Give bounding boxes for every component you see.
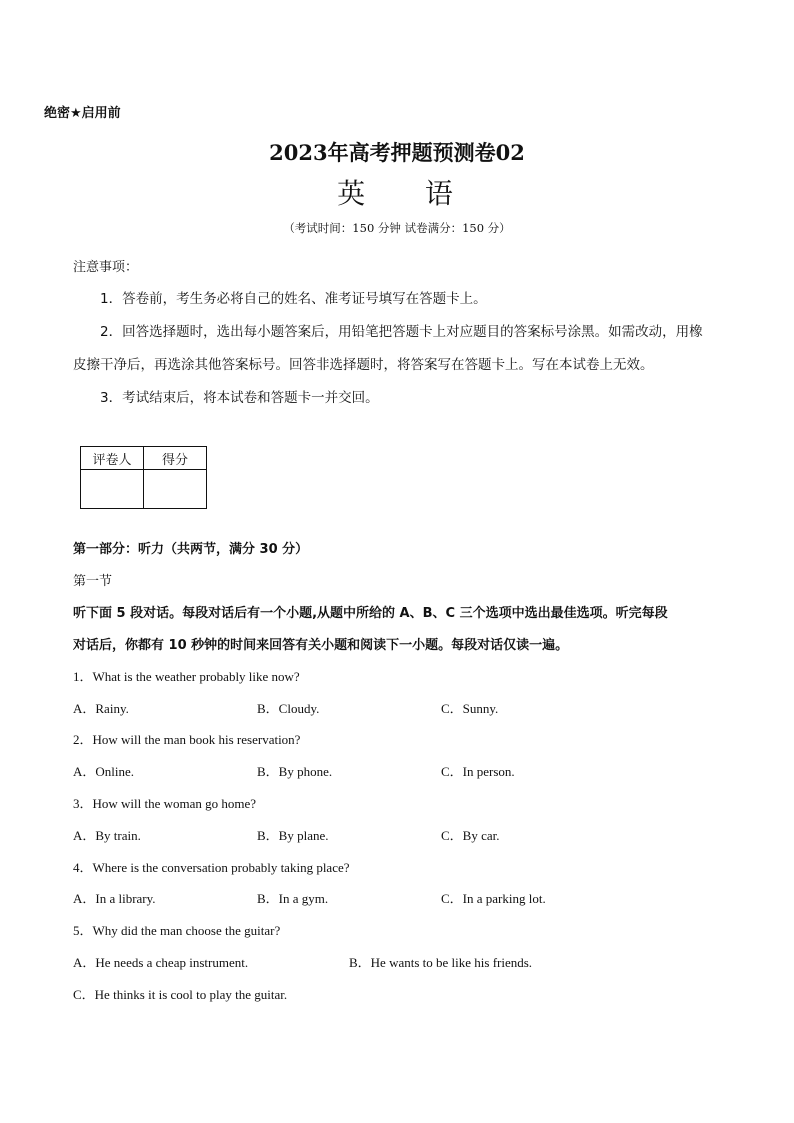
score-table-grader-header: 评卷人 bbox=[81, 447, 144, 470]
score-table bbox=[80, 446, 207, 509]
question-1-option-c: C．Sunny. bbox=[441, 701, 499, 716]
subject-title bbox=[0, 172, 794, 212]
exam-title: 2023年高考押题预测卷02 bbox=[269, 140, 525, 165]
notice-heading: 注意事项： bbox=[73, 260, 139, 275]
section1-title: 第一节 bbox=[73, 574, 113, 589]
question-3-option-a: A．By train. bbox=[73, 828, 141, 843]
part1-title: 第一部分：听力（共两节，满分 30 分） bbox=[73, 542, 309, 557]
instruction-line-1: 听下面 5 段对话。每段对话后有一个小题,从题中所给的 A、B、C 三个选项中选出最佳选项。听完每段 bbox=[73, 606, 668, 621]
subject-char-1: 英 bbox=[337, 177, 370, 210]
question-2-option-a: A．Online. bbox=[73, 764, 135, 779]
notice-item-3: 3．考试结束后，将本试卷和答题卡一并交回。 bbox=[100, 390, 379, 406]
question-2-option-b: B．By phone. bbox=[257, 764, 333, 779]
confidential-label: 绝密★启用前 bbox=[44, 106, 121, 121]
question-5-stem: 5．Why did the man choose the guitar? bbox=[73, 923, 281, 938]
question-3-stem: 3．How will the woman go home? bbox=[73, 796, 257, 811]
question-2-stem: 2．How will the man book his reservation? bbox=[73, 732, 301, 747]
question-5-option-b: B．He wants to be like his friends. bbox=[349, 955, 533, 970]
question-4-option-c: C．In a parking lot. bbox=[441, 891, 546, 906]
question-4-stem: 4．Where is the conversation probably taking place? bbox=[73, 860, 350, 875]
score-table-score-cell[interactable] bbox=[144, 470, 207, 509]
question-5-option-c: C．He thinks it is cool to play the guitar. bbox=[73, 987, 288, 1002]
instruction-line-2: 对话后，你都有 10 秒钟的时间来回答有关小题和阅读下一小题。每段对话仅读一遍。 bbox=[73, 638, 569, 653]
question-3-option-b: B．By plane. bbox=[257, 828, 329, 843]
notice-item-2-line-2: 皮擦干净后，再选涂其他答案标号。回答非选择题时，将答案写在答题卡上。写在本试卷上无效。 bbox=[73, 357, 654, 373]
question-4-option-a: A．In a library. bbox=[73, 891, 156, 906]
score-table-score-header: 得分 bbox=[144, 447, 207, 470]
question-1-option-a: A．Rainy. bbox=[73, 701, 129, 716]
question-3-option-c: C．By car. bbox=[441, 828, 500, 843]
question-2-option-c: C．In person. bbox=[441, 764, 515, 779]
question-4-option-b: B．In a gym. bbox=[257, 891, 329, 906]
question-1-option-b: B．Cloudy. bbox=[257, 701, 320, 716]
score-table-grader-cell[interactable] bbox=[81, 470, 144, 509]
exam-time-info: （考试时间：150 分钟 试卷满分：150 分） bbox=[283, 221, 511, 235]
notice-item-2-line-1: 2．回答选择题时，选出每小题答案后，用铅笔把答题卡上对应题目的答案标号涂黑。如需改动，用橡 bbox=[100, 324, 703, 340]
question-5-option-a: A．He needs a cheap instrument. bbox=[73, 955, 249, 970]
question-1-stem: 1．What is the weather probably like now? bbox=[73, 669, 300, 684]
notice-item-1: 1．答卷前，考生务必将自己的姓名、准考证号填写在答题卡上。 bbox=[100, 291, 487, 307]
subject-char-2: 语 bbox=[424, 177, 457, 210]
